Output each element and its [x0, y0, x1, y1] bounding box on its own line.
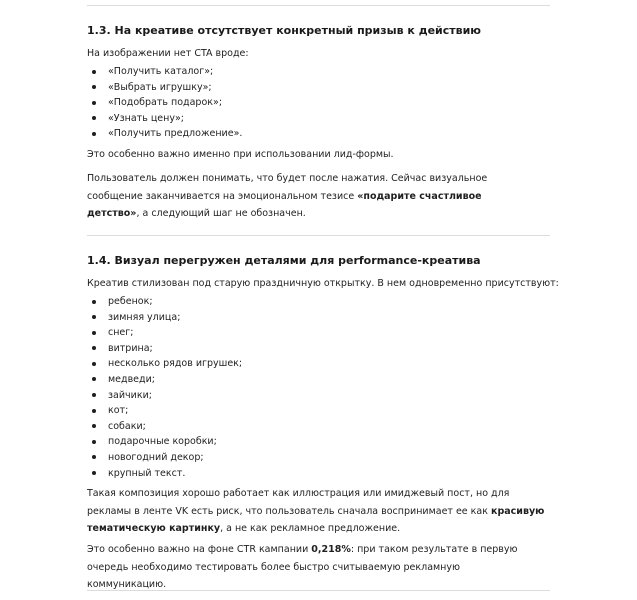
list-item: [87, 80, 242, 96]
section-1-3-paragraph-emphasis: «подарите счастливое детство»: [87, 190, 482, 219]
list-item: [87, 388, 242, 404]
section-1-4-paragraph-2-text-end: : при таком результате в первую очередь необходимо тестировать более быстро считываемую рекламную коммуникацию.: [87, 544, 518, 590]
list-item: [87, 434, 242, 450]
section-1-4-paragraph-1: [87, 485, 552, 538]
bullet-icon: [92, 85, 96, 89]
bullet-icon: [92, 116, 96, 120]
list-item: [87, 325, 242, 341]
bullet-icon: [92, 300, 96, 304]
divider-middle: [87, 235, 550, 236]
list-item-text: «Подобрать подарок»;: [108, 97, 223, 109]
list-item: [87, 64, 242, 80]
list-item-text: витрина;: [108, 342, 153, 354]
list-item-text: зайчики;: [108, 389, 152, 401]
list-item-text: собаки;: [108, 420, 146, 432]
list-item-text: несколько рядов игрушек;: [108, 358, 243, 370]
list-item: [87, 126, 242, 142]
bullet-icon: [92, 455, 96, 459]
list-item: [87, 341, 242, 357]
section-1-3-heading: 1.3. На креативе отсутствует конкретный призыв к действию: [87, 24, 482, 37]
list-item-text: медведи;: [108, 373, 155, 385]
section-1-4-paragraph-1-text-end: , а не как рекламное предложение.: [220, 523, 401, 534]
section-1-3-paragraph: [87, 170, 527, 223]
list-item: [87, 419, 242, 435]
section-1-3-note: Это особенно важно именно при использовании лид-формы.: [87, 149, 394, 160]
bullet-icon: [92, 377, 96, 381]
list-item-text: «Узнать цену»;: [108, 112, 184, 124]
list-item-text: «Выбрать игрушку»;: [108, 81, 212, 93]
list-item: [87, 95, 242, 111]
list-item-text: ребенок;: [108, 296, 153, 307]
section-1-4-elements-list: [87, 294, 242, 481]
list-item: [87, 372, 242, 388]
bullet-icon: [92, 424, 96, 428]
section-1-4-heading: 1.4. Визуал перегружен деталями для performance-креатива: [87, 254, 481, 267]
list-item: [87, 450, 242, 466]
section-1-4-paragraph-1-emphasis: красивую тематическую картинку: [87, 505, 545, 534]
bullet-icon: [92, 346, 96, 350]
list-item: [87, 403, 242, 419]
section-1-4-paragraph-1-text: Такая композиция хорошо работает как иллюстрация или имиджевый пост, но для рекламы в ленте VK есть риск, что пользователь сначала воспринимает ее как: [87, 488, 510, 517]
list-item: [87, 111, 242, 127]
section-1-3-intro: На изображении нет CTA вроде:: [87, 48, 249, 59]
list-item-text: «Получить предложение».: [108, 128, 243, 140]
bullet-icon: [92, 393, 96, 397]
list-item: [87, 466, 242, 482]
list-item-text: «Получить каталог»;: [108, 66, 214, 77]
section-1-4-paragraph-2: [87, 541, 532, 594]
list-item-text: кот;: [108, 405, 129, 417]
list-item-text: крупный текст.: [108, 467, 186, 479]
bullet-icon: [92, 331, 96, 335]
section-1-3-paragraph-text-end: , а следующий шаг не обозначен.: [136, 208, 306, 219]
bullet-icon: [92, 409, 96, 413]
bullet-icon: [92, 440, 96, 444]
bullet-icon: [92, 362, 96, 366]
list-item: [87, 294, 242, 310]
bullet-icon: [92, 70, 96, 74]
section-1-3-paragraph-text: Пользователь должен понимать, что будет после нажатия. Сейчас визуальное сообщение заканчивается на эмоциональном тезисе: [87, 173, 488, 202]
bullet-icon: [92, 315, 96, 319]
divider-bottom: [87, 590, 550, 591]
divider-top: [87, 5, 550, 6]
list-item: [87, 356, 242, 372]
bullet-icon: [92, 471, 96, 475]
section-1-4-paragraph-2-text: Это особенно важно на фоне CTR кампании: [87, 544, 312, 555]
ctr-value: 0,218%: [311, 544, 351, 555]
list-item-text: новогодний декор;: [108, 451, 204, 463]
list-item-text: зимняя улица;: [108, 311, 181, 323]
list-item-text: снег;: [108, 327, 134, 339]
bullet-icon: [92, 101, 96, 105]
section-1-3-cta-list: [87, 64, 242, 142]
bullet-icon: [92, 132, 96, 136]
section-1-4-intro: Креатив стилизован под старую праздничную открытку. В нем одновременно присутствуют:: [87, 278, 559, 289]
list-item-text: подарочные коробки;: [108, 436, 217, 448]
list-item: [87, 310, 242, 326]
